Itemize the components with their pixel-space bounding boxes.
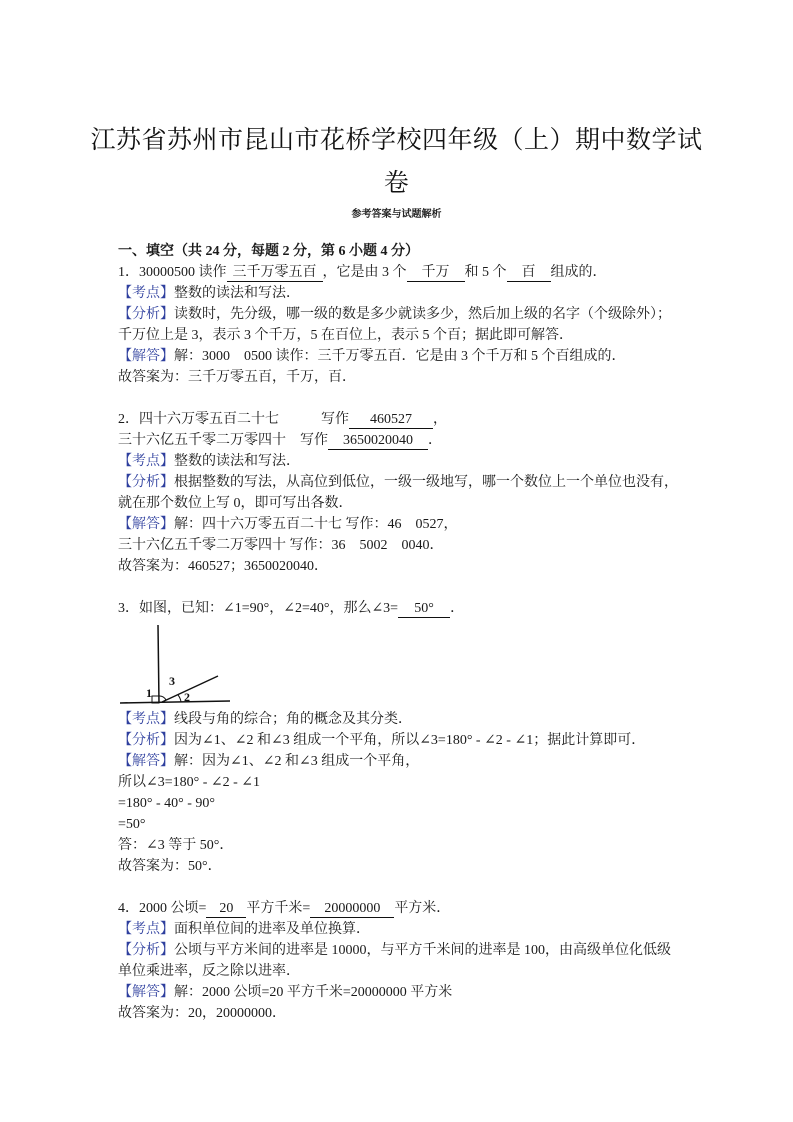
fenxi-tag: 【分析】 [118, 943, 174, 958]
question-text: ． [450, 601, 465, 616]
angle-label-2: 2 [184, 690, 190, 704]
kaodian-text: 整数的读法和写法． [174, 286, 300, 301]
question-3-jieda-step-3: =50° [118, 817, 146, 832]
angle-diagram [118, 619, 678, 709]
fenxi-text: 根据整数的写法，从高位到低位，一级一级地写，哪一个数位上一个单位也没有， [174, 475, 678, 490]
jieda-text: 解：2000 公顷=20 平方千米=20000000 平方米 [174, 985, 453, 1000]
angle-label-1: 1 [146, 686, 152, 700]
angle-label-3: 3 [169, 674, 175, 688]
kaodian-tag: 【考点】 [118, 922, 174, 937]
document-title-line1: 江苏省苏州市昆山市花桥学校四年级（上）期中数学试 [90, 125, 703, 154]
question-text: 平方千米= [246, 901, 311, 916]
question-1-fenxi-cont: 千万位上是 3，表示 3 个千万，5 在百位上，表示 5 个百；据此即可解答． [118, 328, 573, 343]
answer-blank: 千万 [407, 265, 465, 282]
jieda-tag: 【解答】 [118, 517, 174, 532]
question-1-answer: 故答案为：三千万零五百，千万，百． [118, 370, 356, 385]
answer-blank: 3650020040 [328, 433, 428, 450]
question-3-jieda-conclusion: 答：∠3 等于 50°． [118, 838, 234, 853]
fenxi-text: 因为∠1、∠2 和∠3 组成一个平角，所以∠3=180° - ∠2 - ∠1；据此计算即可． [174, 733, 646, 748]
question-1-jieda [118, 346, 678, 367]
question-3-jieda [118, 751, 678, 772]
question-3-answer: 故答案为：50°． [118, 859, 222, 874]
question-4-answer: 故答案为：20，20000000． [118, 1006, 286, 1021]
kaodian-tag: 【考点】 [118, 286, 174, 301]
question-text: ． [428, 433, 442, 448]
question-2-jieda-cont: 三十六亿五千零二万零四十 写作：36 5002 0040． [118, 538, 444, 553]
question-1-kaodian [118, 283, 678, 304]
question-text: ， [433, 412, 447, 427]
question-text: 2．四十六万零五百二十七 写作 [118, 412, 349, 427]
question-text: 和 5 个 [464, 265, 507, 280]
section-heading: 一、填空（共 24 分，每题 2 分，第 6 小题 4 分） [118, 244, 419, 259]
question-2-jieda [118, 514, 678, 535]
jieda-text: 解：因为∠1、∠2 和∠3 组成一个平角， [174, 754, 420, 769]
question-3-jieda-step-2: =180° - 40° - 90° [118, 796, 216, 811]
answer-blank: 460527 [349, 412, 433, 429]
question-2-answer: 故答案为：460527；3650020040． [118, 559, 328, 574]
question-2-fenxi [118, 472, 678, 493]
jieda-text: 解：四十六万零五百二十七 写作：46 0527， [174, 517, 458, 532]
kaodian-text: 面积单位间的进率及单位换算． [174, 922, 370, 937]
angle-diagram-figure [118, 621, 238, 707]
kaodian-text: 整数的读法和写法． [174, 454, 300, 469]
fenxi-text: 读数时，先分级，哪一级的数是多少就读多少，然后加上级的名字（个级除外）； [174, 307, 671, 322]
document-title-line2: 卷 [383, 168, 410, 197]
question-2-fenxi-cont: 就在那个数位上写 0，即可写出各数． [118, 496, 353, 511]
document-subtitle: 参考答案与试题解析 [351, 209, 442, 220]
question-1-fenxi [118, 304, 678, 325]
question-3-stem [118, 598, 678, 619]
question-2-stem-1 [118, 409, 678, 430]
answer-blank: 50° [398, 601, 450, 618]
answer-blank: 20 [206, 901, 246, 918]
question-text: 3．如图，已知：∠1=90°，∠2=40°，那么∠3= [118, 601, 399, 616]
kaodian-tag: 【考点】 [118, 454, 174, 469]
jieda-tag: 【解答】 [118, 349, 174, 364]
question-3-kaodian [118, 709, 678, 730]
fenxi-tag: 【分析】 [118, 475, 174, 490]
question-text: 三十六亿五千零二万零四十 写作 [118, 433, 328, 448]
answer-blank: 20000000 [310, 901, 394, 918]
question-4-fenxi-cont: 单位乘进率，反之除以进率． [118, 964, 300, 979]
fenxi-tag: 【分析】 [118, 307, 174, 322]
fenxi-text: 公顷与平方米间的进率是 10000，与平方千米间的进率是 100，由高级单位化低级 [174, 943, 671, 958]
question-text: 平方米． [394, 901, 451, 916]
document-body [118, 241, 678, 1024]
answer-blank: 三千万零五百 [227, 265, 323, 282]
question-2-kaodian [118, 451, 678, 472]
fenxi-tag: 【分析】 [118, 733, 174, 748]
question-4-fenxi [118, 940, 678, 961]
question-text: ，它是由 3 个 [322, 265, 407, 280]
kaodian-text: 线段与角的综合；角的概念及其分类． [174, 712, 412, 727]
question-4-stem [118, 898, 678, 919]
question-3-fenxi [118, 730, 678, 751]
question-text: 1．30000500 读作 [118, 265, 227, 280]
question-text: 组成的． [550, 265, 607, 280]
question-2-stem-2 [118, 430, 678, 451]
question-text: 4．2000 公顷= [118, 901, 207, 916]
question-1-stem [118, 262, 678, 283]
question-3-jieda-step-1: 所以∠3=180° - ∠2 - ∠1 [118, 775, 261, 790]
question-4-kaodian [118, 919, 678, 940]
jieda-tag: 【解答】 [118, 754, 174, 769]
kaodian-tag: 【考点】 [118, 712, 174, 727]
answer-blank: 百 [507, 265, 551, 282]
question-4-jieda [118, 982, 678, 1003]
jieda-tag: 【解答】 [118, 985, 174, 1000]
jieda-text: 解：3000 0500 读作：三千万零五百．它是由 3 个千万和 5 个百组成的． [174, 349, 626, 364]
